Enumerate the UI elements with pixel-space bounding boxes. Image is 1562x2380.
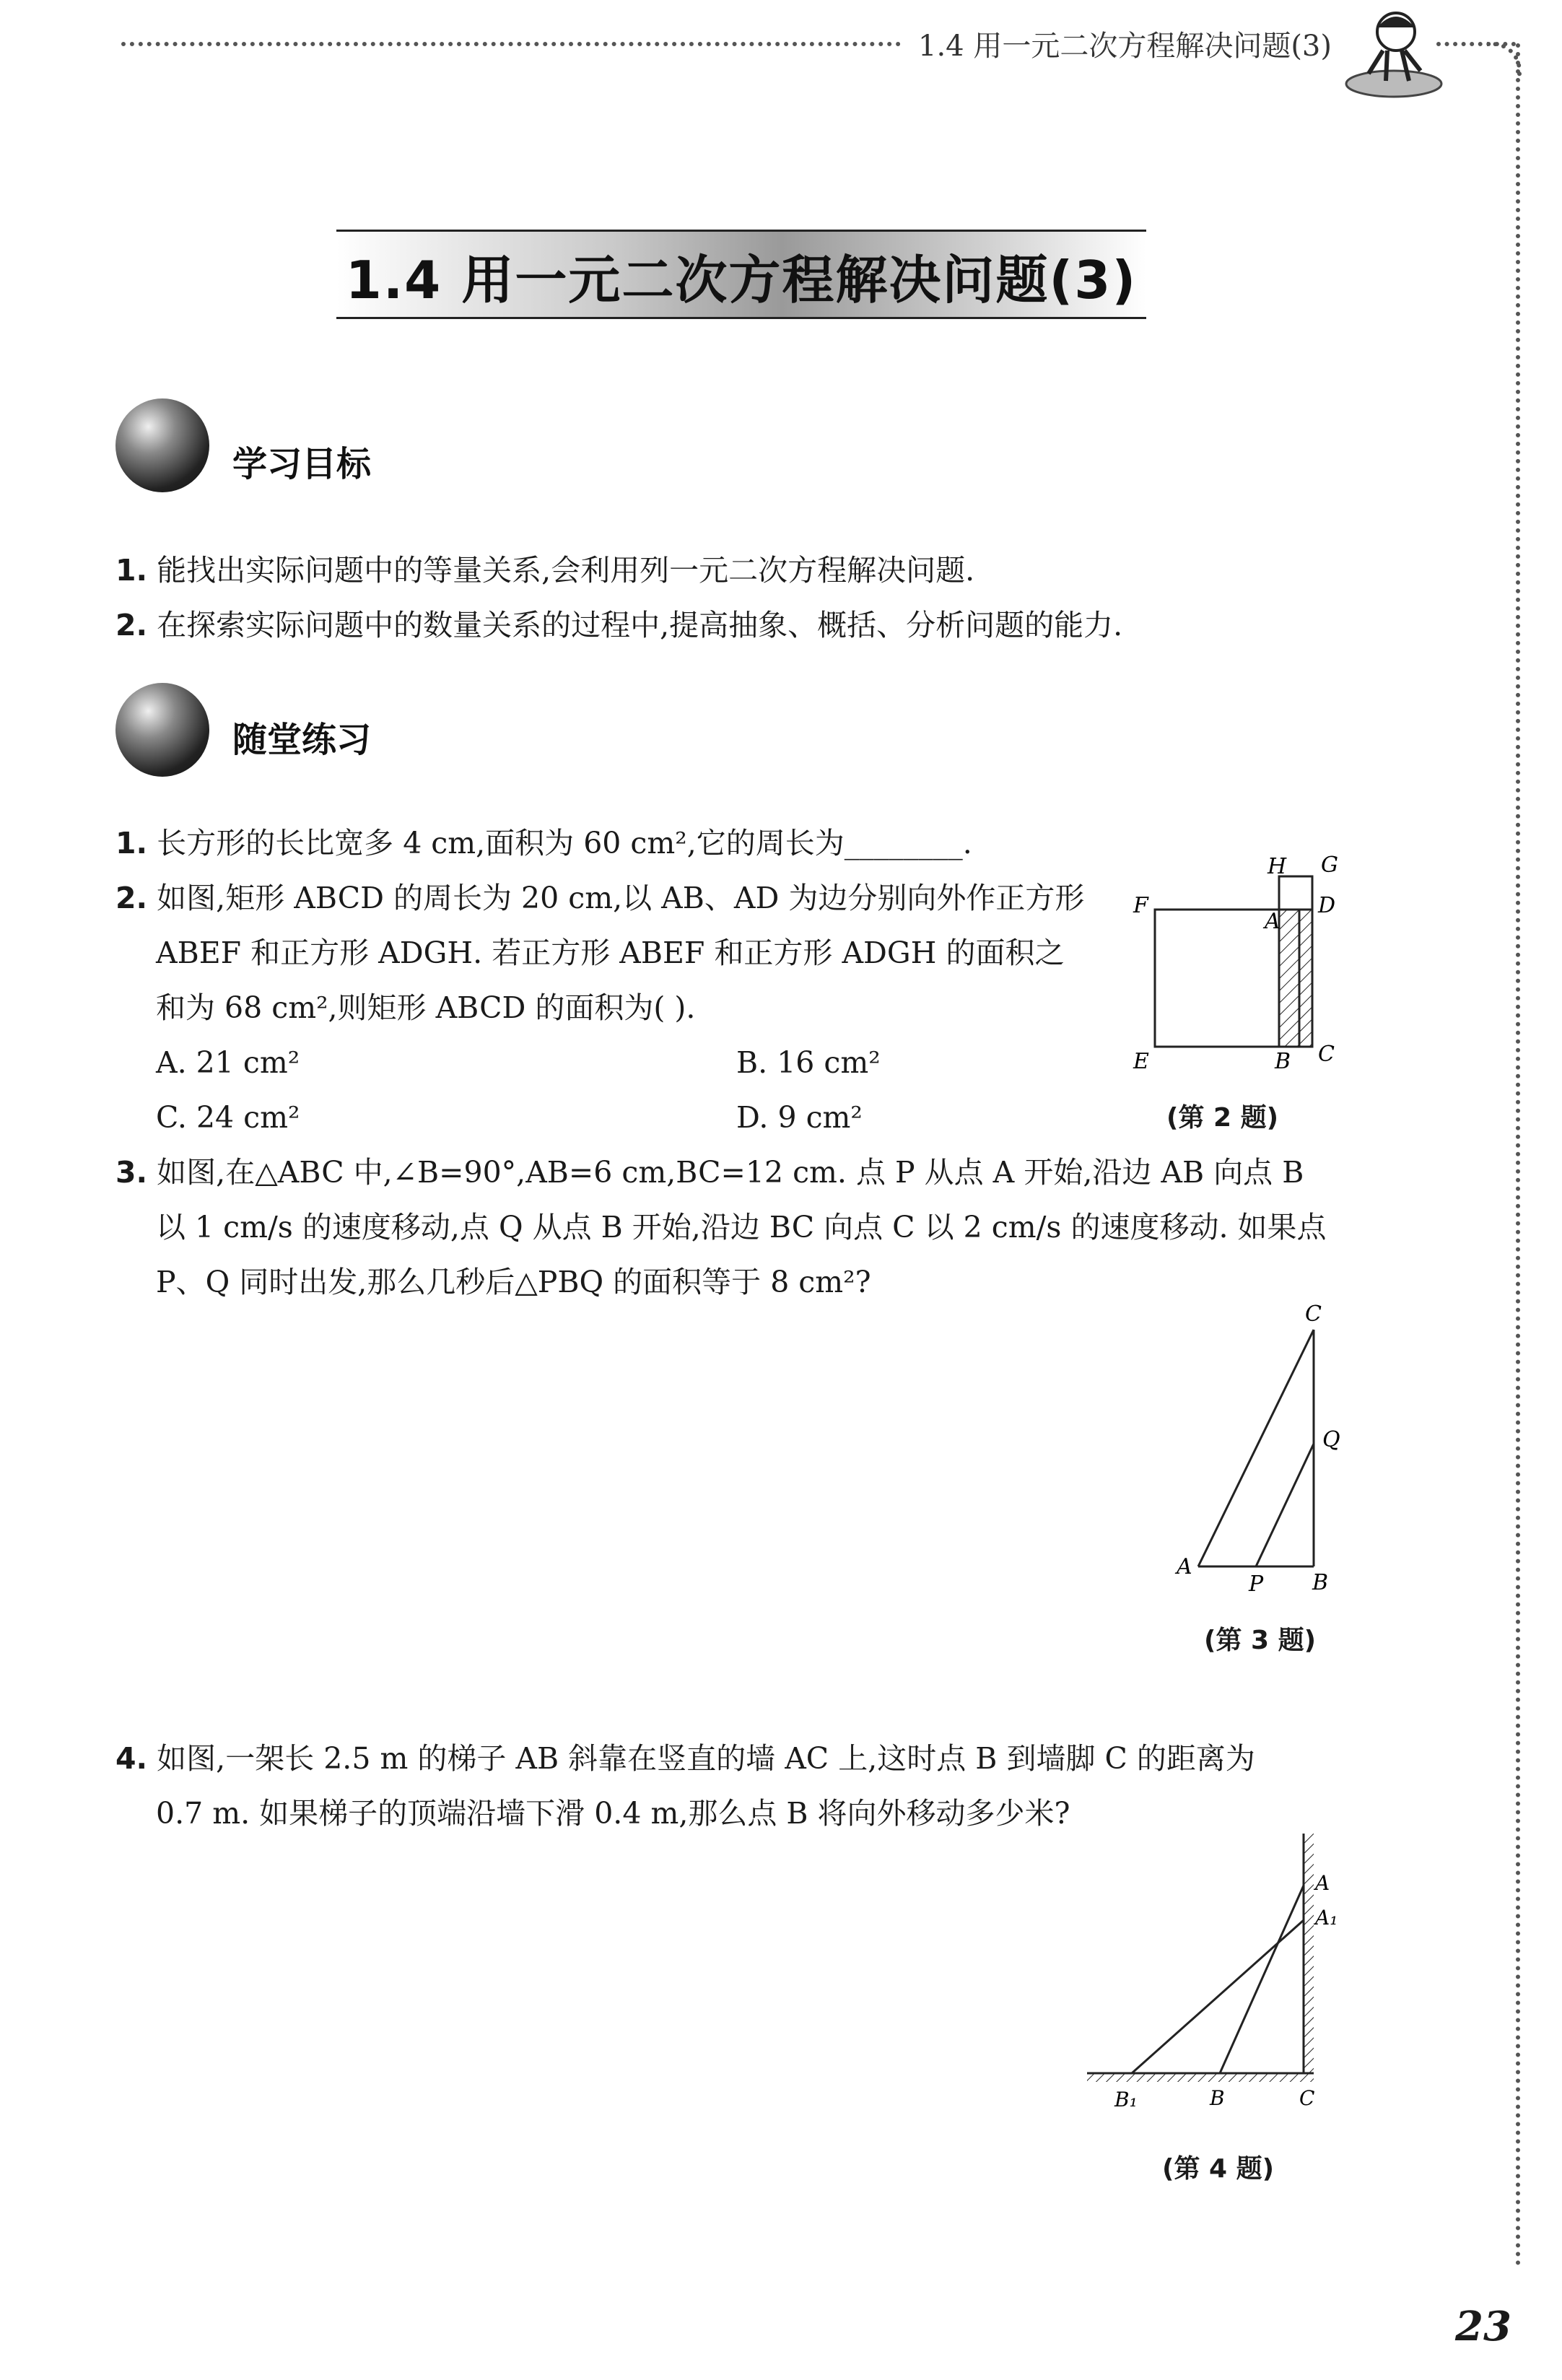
label-h: H <box>1268 854 1287 879</box>
option-d[interactable]: D. 9 cm² <box>736 1100 863 1135</box>
question-text: 如图,一架长 2.5 m 的梯子 AB 斜靠在竖直的墙 AC 上,这时点 B 到墙脚 C 的距离为 <box>157 1741 1255 1776</box>
globe-icon <box>115 398 209 492</box>
question-2-line-3: 和为 68 cm²,则矩形 ABCD 的面积为( ). <box>156 990 696 1025</box>
side-dotted-border <box>1516 43 1520 2267</box>
question-number: 3. <box>115 1155 148 1190</box>
label-a: A <box>1177 1554 1192 1579</box>
question-3-line-1 <box>115 1145 1304 1200</box>
mascot-icon <box>1340 6 1448 100</box>
square-adgh <box>1279 876 1312 910</box>
header-dotted-rule <box>121 42 901 46</box>
question-text: 如图,矩形 ABCD 的周长为 20 cm,以 AB、AD 为边分别向外作正方形 <box>157 881 1085 915</box>
ladder-ab <box>1220 1886 1304 2073</box>
ground-hatch <box>1087 2073 1314 2082</box>
label-c: C <box>1318 1042 1335 1067</box>
figure-q3 <box>1155 1292 1357 1595</box>
label-q: Q <box>1322 1427 1340 1452</box>
question-text: 如图,在△ABC 中,∠B=90°,AB=6 cm,BC=12 cm. 点 P 从点 A 开始,沿边 AB 向点 B <box>157 1155 1304 1190</box>
goal-number: 2. <box>115 608 148 642</box>
label-c: C <box>1299 2086 1315 2110</box>
rectangle-abcd <box>1279 910 1312 1047</box>
question-1 <box>115 816 972 871</box>
goal-text: 在探索实际问题中的数量关系的过程中,提高抽象、概括、分析问题的能力. <box>157 608 1123 642</box>
label-b: B <box>1312 1570 1329 1595</box>
label-b: B <box>1210 2086 1225 2110</box>
question-4-line-1 <box>115 1731 1255 1786</box>
figure-q4 <box>1083 1819 1357 2122</box>
label-a: A <box>1315 1871 1330 1895</box>
question-number: 1. <box>115 826 148 860</box>
caption-q2: (第 2 题) <box>1166 1103 1279 1133</box>
label-p: P <box>1249 1572 1264 1595</box>
question-number: 4. <box>115 1741 148 1776</box>
question-2-line-2: ABEF 和正方形 ADGH. 若正方形 ABEF 和正方形 ADGH 的面积之 <box>156 936 1065 970</box>
goal-text: 能找出实际问题中的等量关系,会利用列一元二次方程解决问题. <box>157 553 975 588</box>
label-a: A <box>1265 909 1280 934</box>
ladder-a1b1 <box>1132 1920 1304 2073</box>
globe-grid-icon <box>115 683 209 777</box>
question-number: 2. <box>115 881 148 915</box>
question-4-line-2: 0.7 m. 如果梯子的顶端沿墙下滑 0.4 m,那么点 B 将向外移动多少米? <box>156 1796 1070 1831</box>
option-b[interactable]: B. 16 cm² <box>736 1045 881 1080</box>
question-3-line-2: 以 1 cm/s 的速度移动,点 Q 从点 B 开始,沿边 BC 向点 C 以 2 cm/s 的速度移动. 如果点 <box>156 1210 1327 1245</box>
question-3-line-3: P、Q 同时出发,那么几秒后△PBQ 的面积等于 8 cm²? <box>156 1265 871 1299</box>
label-b1: B₁ <box>1114 2088 1138 2111</box>
goal-number: 1. <box>115 553 148 588</box>
question-text: 长方形的长比宽多 4 cm,面积为 60 cm²,它的周长为________. <box>157 826 972 860</box>
page-title: 1.4 用一元二次方程解决问题(3) <box>345 250 1138 310</box>
section-heading-goals: 学习目标 <box>232 444 372 484</box>
figure-q2 <box>1112 852 1357 1083</box>
label-c: C <box>1305 1302 1322 1327</box>
option-a[interactable]: A. 21 cm² <box>156 1045 300 1080</box>
label-a1: A₁ <box>1315 1906 1338 1930</box>
goal-item-2 <box>115 598 1122 653</box>
caption-q4: (第 4 题) <box>1162 2154 1275 2184</box>
label-d: D <box>1318 893 1336 918</box>
label-g: G <box>1321 853 1338 878</box>
page-number: 23 <box>1455 2303 1511 2350</box>
running-header: 1.4 用一元二次方程解决问题(3) <box>918 30 1332 63</box>
label-f: F <box>1133 893 1148 918</box>
label-b: B <box>1275 1049 1291 1074</box>
caption-q3: (第 3 题) <box>1204 1626 1317 1655</box>
question-2-line-1 <box>115 871 1084 925</box>
section-heading-practice: 随堂练习 <box>232 720 372 760</box>
wall-hatch <box>1304 1834 1314 2073</box>
option-c[interactable]: C. 24 cm² <box>156 1100 300 1135</box>
goal-item-1 <box>115 543 974 598</box>
label-e: E <box>1133 1049 1149 1074</box>
